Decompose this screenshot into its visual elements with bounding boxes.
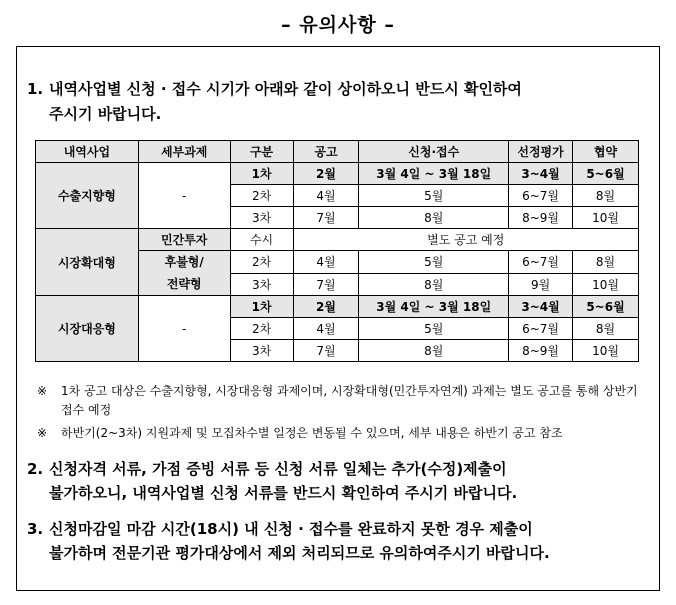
table-cell: 4월 [293,318,359,340]
table-cell: 7월 [293,273,359,296]
header-cell: 공고 [293,141,359,163]
notes-block [37,382,649,443]
table-cell: 8월 [573,318,639,340]
note-mark: ※ [37,384,48,398]
header-cell: 선정평가 [509,141,573,163]
table-cell: 9월 [509,273,573,296]
table-row [36,229,639,251]
table-cell: 수시 [230,229,293,251]
item-number: 1. [27,80,44,98]
table-cell: 7월 [293,207,359,229]
table-cell: 8월 [573,251,639,274]
notice-box [16,46,660,591]
table-cell: 3월 4일 ~ 3월 18일 [359,296,509,318]
note-mark: ※ [37,426,48,440]
note-item [37,382,649,420]
table-cell: 4월 [293,251,359,274]
table-cell: 8월 [359,340,509,362]
header-cell: 내역사업 [36,141,139,163]
header-cell: 협약 [573,141,639,163]
item-text-line: 내역사업별 신청 · 접수 시기가 아래와 같이 상이하오니 반드시 확인하여 [49,80,522,98]
table-cell: 5~6월 [573,163,639,185]
item-text-line: 주시기 바랍니다. [49,105,162,123]
table-cell: 8~9월 [509,340,573,362]
note-item [37,424,649,443]
notice-item-2 [27,457,647,505]
table-cell: 8월 [359,207,509,229]
item-number: 2. [27,460,44,478]
table-cell: 8~9월 [509,207,573,229]
table-cell: 3~4월 [509,296,573,318]
table-cell: 5월 [359,318,509,340]
note-text: 1차 공고 대상은 수출지향형, 시장대응형 과제이며, 시장확대형(민간투자연계) 과제는 별도 공고를 통해 상반기 접수 예정 [61,384,638,417]
table-cell: 2월 [293,163,359,185]
note-text: 하반기(2~3차) 지원과제 및 모집차수별 일정은 변동될 수 있으며, 세부 내용은 하반기 공고 참조 [61,426,563,440]
table-cell: 7월 [293,340,359,362]
sub-task-cell: 민간투자 [138,229,230,251]
program-cell: 시장확대형 [36,229,139,296]
table-cell: 2차 [230,185,293,207]
header-cell: 구분 [230,141,293,163]
table-cell: 10월 [573,340,639,362]
table-cell: 5~6월 [573,296,639,318]
item-number: 3. [27,520,44,538]
table-cell: 5월 [359,251,509,274]
table-cell: 별도 공고 예정 [293,229,638,251]
item-text-line: 불가하며 전문기관 평가대상에서 제외 처리되므로 유의하여주시기 바랍니다. [49,544,550,562]
item-text-line: 신청마감일 마감 시간(18시) 내 신청 · 접수를 완료하지 못한 경우 제출이 [49,520,533,538]
table-cell: 10월 [573,207,639,229]
table-cell: 6~7월 [509,251,573,274]
program-cell: 수출지향형 [36,163,139,229]
table-cell: 6~7월 [509,185,573,207]
program-cell: 시장대응형 [36,296,139,362]
table-cell: 3차 [230,340,293,362]
table-cell: 5월 [359,185,509,207]
notice-item-3 [27,517,647,565]
table-cell: 2차 [230,318,293,340]
table-cell: 3차 [230,273,293,296]
table-cell: 10월 [573,273,639,296]
table-cell: 3~4월 [509,163,573,185]
header-cell: 세부과제 [138,141,230,163]
table-cell: 2월 [293,296,359,318]
sub-task-cell: 후불형/ 전략형 [138,251,230,296]
table-cell: 1차 [230,163,293,185]
sub-task-cell: - [138,163,230,229]
table-cell: 8월 [359,273,509,296]
table-cell: 4월 [293,185,359,207]
item-text-line: 신청자격 서류, 가점 증빙 서류 등 신청 서류 일체는 추가(수정)제출이 [49,460,507,478]
table-cell: 3월 4일 ~ 3월 18일 [359,163,509,185]
table-cell: 8월 [573,185,639,207]
table-cell: 2차 [230,251,293,274]
table-cell: 6~7월 [509,318,573,340]
header-cell: 신청·접수 [359,141,509,163]
page-title: – 유의사항 – [281,14,395,36]
sub-task-cell: - [138,296,230,362]
schedule-table [35,140,639,362]
table-cell: 3차 [230,207,293,229]
table-row [36,163,639,185]
table-row [36,296,639,318]
table-cell: 1차 [230,296,293,318]
item-text-line: 불가하오니, 내역사업별 신청 서류를 반드시 확인하여 주시기 바랍니다. [49,484,518,502]
notice-item-1 [27,77,647,127]
table-header-row [36,141,639,163]
